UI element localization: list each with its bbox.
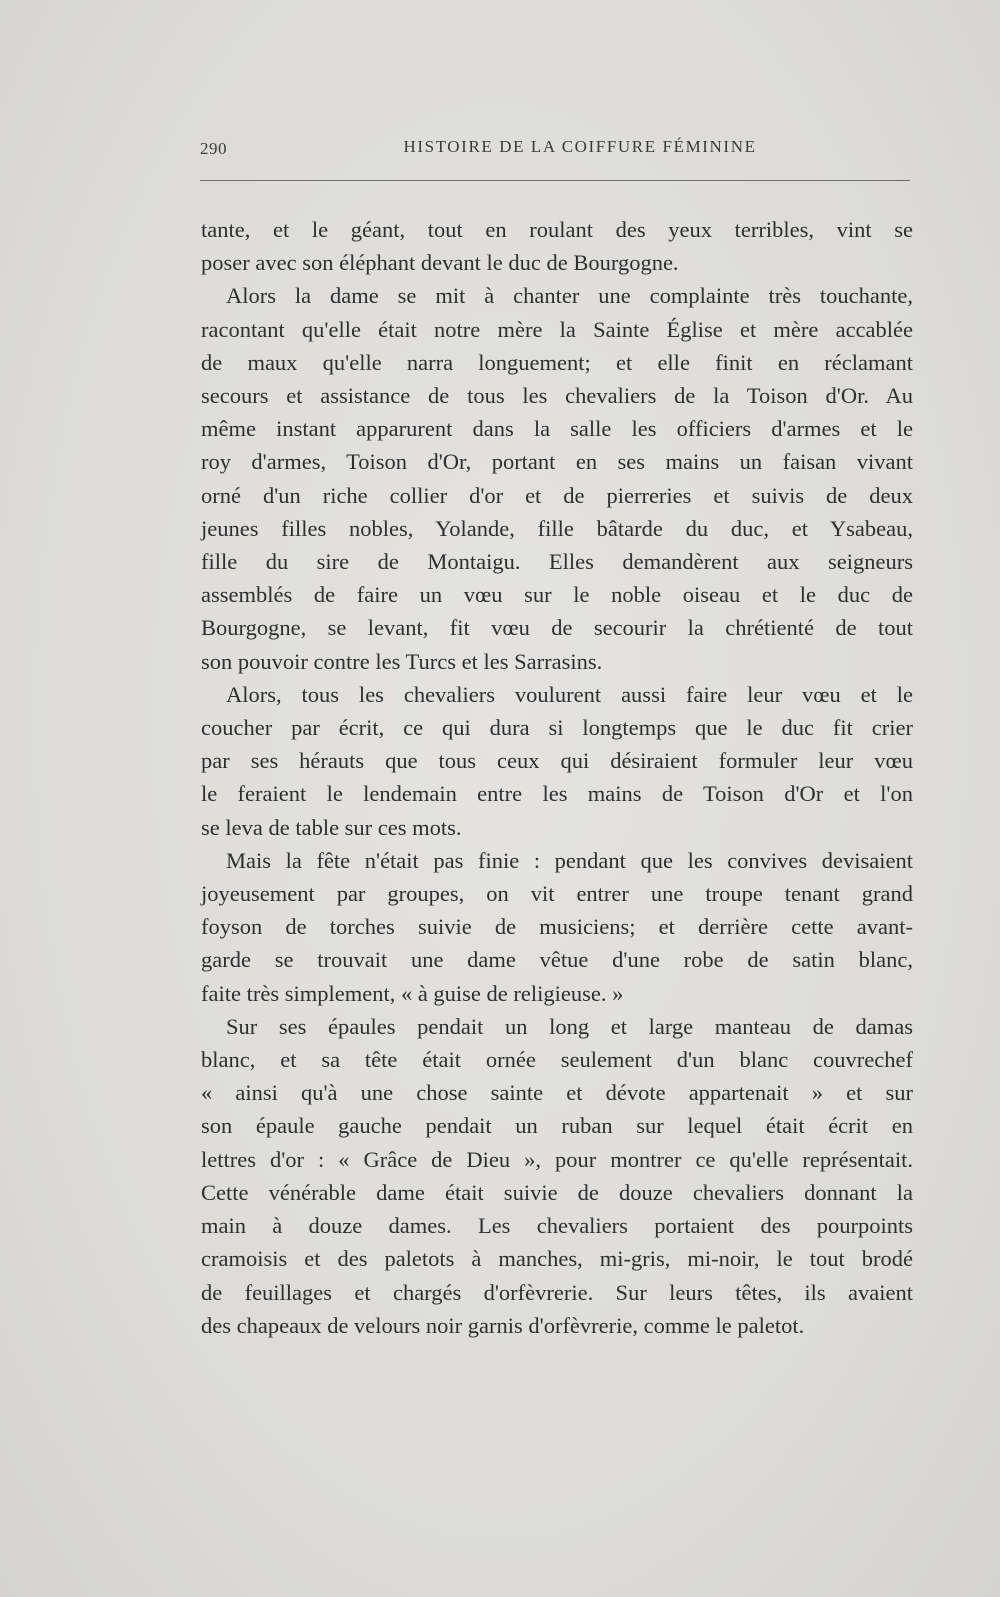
text-line: blanc, et sa tête était ornée seulement d'un blanc couvrechef — [201, 1047, 913, 1073]
text-line: assemblés de faire un vœu sur le noble oiseau et le duc de — [201, 582, 913, 608]
text-line: même instant apparurent dans la salle les officiers d'armes et le — [201, 416, 913, 442]
text-line: main à douze dames. Les chevaliers portaient des pourpoints — [201, 1213, 913, 1239]
text-line: Cette vénérable dame était suivie de douze chevaliers donnant la — [201, 1179, 913, 1205]
text-line: par ses hérauts que tous ceux qui désiraient formuler leur vœu — [201, 748, 913, 774]
text-line: foyson de torches suivie de musiciens; et derrière cette avant- — [201, 914, 913, 940]
text-line: roy d'armes, Toison d'Or, portant en ses mains un faisan vivant — [201, 449, 913, 475]
text-line: se leva de table sur ces mots. — [201, 814, 462, 840]
text-line: « ainsi qu'à une chose sainte et dévote appartenait » et sur — [201, 1080, 913, 1106]
text-line: coucher par écrit, ce qui dura si longtemps que le duc fit crier — [201, 715, 913, 741]
text-line: Alors la dame se mit à chanter une complainte très touchante, — [226, 283, 913, 309]
text-line: des chapeaux de velours noir garnis d'orfèvrerie, comme le paletot. — [201, 1312, 805, 1338]
page-header — [200, 133, 910, 163]
text-line: de feuillages et chargés d'orfèvrerie. Sur leurs têtes, ils avaient — [201, 1279, 913, 1305]
text-line: poser avec son éléphant devant le duc de Bourgogne. — [201, 250, 679, 276]
text-line: cramoisis et des paletots à manches, mi-gris, mi-noir, le tout brodé — [201, 1246, 913, 1272]
text-line: racontant qu'elle était notre mère la Sainte Église et mère accablée — [201, 316, 913, 342]
text-line: faite très simplement, « à guise de religieuse. » — [201, 980, 624, 1006]
text-line: le feraient le lendemain entre les mains de Toison d'Or et l'on — [201, 781, 913, 807]
text-line: orné d'un riche collier d'or et de pierreries et suivis de deux — [201, 482, 913, 508]
text-line: de maux qu'elle narra longuement; et elle finit en réclamant — [201, 349, 913, 375]
page-number: 290 — [200, 139, 227, 158]
text-line: fille du sire de Montaigu. Elles demandèrent aux seigneurs — [201, 549, 913, 575]
text-line: Mais la fête n'était pas finie : pendant que les convives devisaient — [226, 847, 913, 873]
running-title: HISTOIRE DE LA COIFFURE FÉMININE — [403, 137, 757, 156]
text-line: tante, et le géant, tout en roulant des yeux terribles, vint se — [201, 217, 913, 242]
text-line: secours et assistance de tous les chevaliers de la Toison d'Or. Au — [201, 383, 913, 409]
text-line: jeunes filles nobles, Yolande, fille bâtarde du duc, et Ysabeau, — [201, 515, 913, 541]
text-line: Alors, tous les chevaliers voulurent aussi faire leur vœu et le — [226, 681, 913, 707]
text-line: joyeusement par groupes, on vit entrer une troupe tenant grand — [201, 881, 913, 907]
body-text — [201, 213, 913, 1342]
text-line: garde se trouvait une dame vêtue d'une robe de satin blanc, — [201, 947, 913, 973]
text-line: Bourgogne, se levant, fit vœu de secourir la chrétienté de tout — [201, 615, 913, 641]
header-rule — [200, 180, 910, 181]
text-line: lettres d'or : « Grâce de Dieu », pour montrer ce qu'elle représentait. — [201, 1146, 913, 1172]
text-line: Sur ses épaules pendait un long et large manteau de damas — [226, 1013, 913, 1039]
text-line: son épaule gauche pendait un ruban sur lequel était écrit en — [201, 1113, 913, 1139]
text-line: son pouvoir contre les Turcs et les Sarrasins. — [201, 648, 603, 674]
